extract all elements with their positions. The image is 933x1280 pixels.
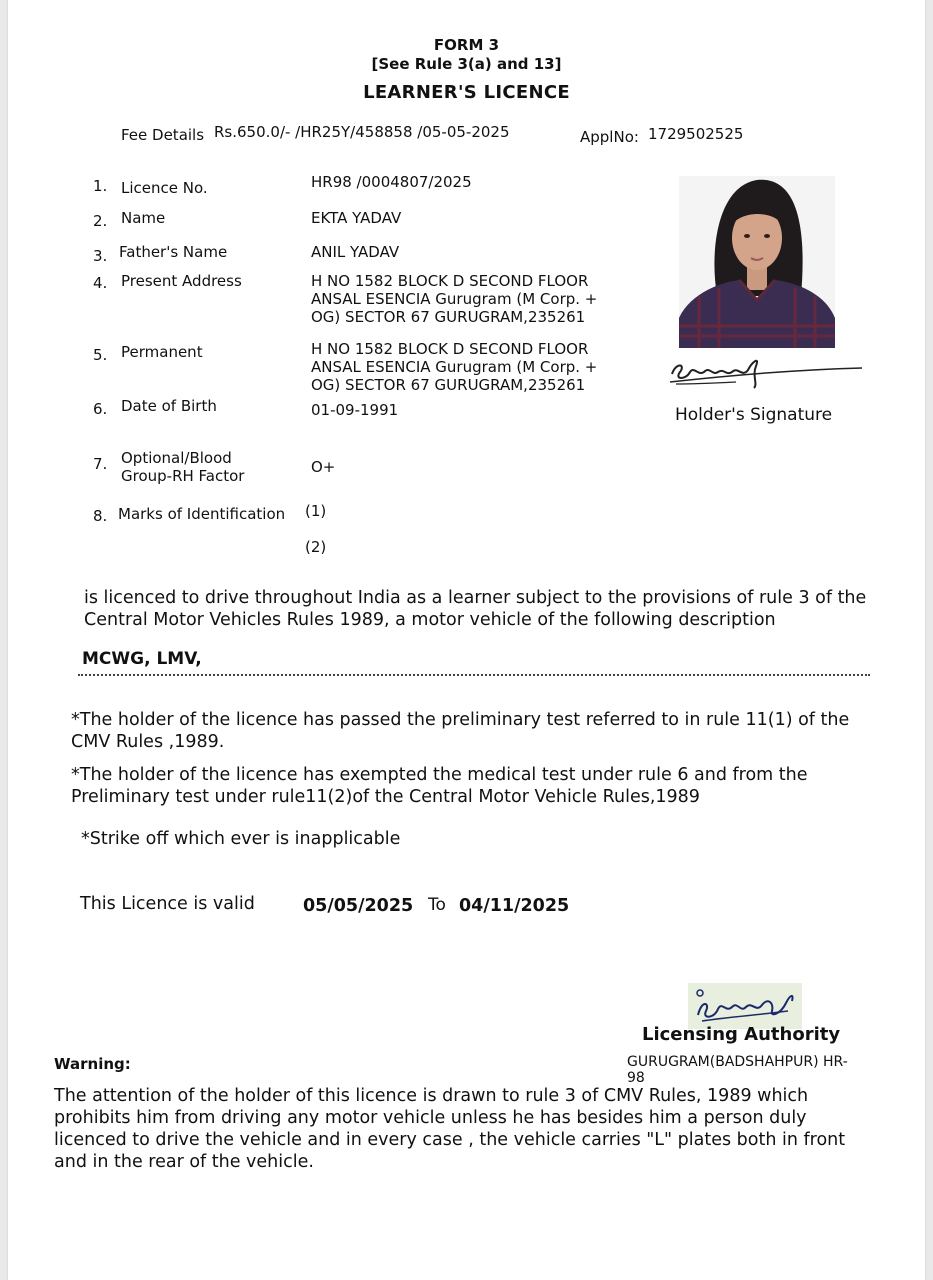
permanent-address-line: H NO 1582 BLOCK D SECOND FLOOR [311,340,589,358]
holder-signature [666,354,866,390]
field-number: 1. [93,177,108,195]
validity-label: This Licence is valid [80,894,255,914]
field-label-blood-group: Optional/Blood [121,449,232,467]
form-number: FORM 3 [433,36,500,54]
fee-value: Rs.650.0/- /HR25Y/458858 /05-05-2025 [214,123,510,141]
form-rule: [See Rule 3(a) and 13] [371,55,562,73]
warning-text: The attention of the holder of this licence is drawn to rule 3 of CMV Rules, 1989 which prohibits him from driving any motor vehicle unless he has besides him a person duly licenced to drive the vehicle and in every case , the vehicle carries "L" plates both in front and in the rear of the vehicle. [54,1086,846,1172]
permanent-address-line: ANSAL ESENCIA Gurugram (M Corp. + [311,358,598,376]
father-name: ANIL YADAV [311,243,400,261]
field-number: 7. [93,455,108,473]
authority-signature [688,985,802,1029]
field-number: 4. [93,274,108,292]
licensing-authority-title: Licensing Authority [642,1024,841,1045]
field-number: 6. [93,400,108,418]
holder-name: EKTA YADAV [311,209,402,227]
dotted-divider [78,674,870,676]
date-of-birth: 01-09-1991 [311,401,399,419]
licence-number: HR98 /0004807/2025 [311,173,472,191]
field-label-present-address: Present Address [121,272,242,290]
fee-label: Fee Details [121,126,205,144]
holder-photo [679,176,835,348]
field-label-father: Father's Name [119,243,228,261]
authority-office-line: GURUGRAM(BADSHAHPUR) HR- [627,1054,848,1070]
valid-from-date: 05/05/2025 [303,896,414,916]
field-label-permanent: Permanent [121,343,203,361]
preliminary-test-note: *The holder of the licence has passed the preliminary test referred to in rule 11(1) of the CMV Rules ,1989. [71,710,850,752]
field-label-name: Name [121,209,166,227]
page-title: LEARNER'S LICENCE [363,82,570,103]
field-number: 8. [93,507,108,525]
field-label-blood-group: Group-RH Factor [121,467,245,485]
identification-mark: (1) [305,502,327,520]
warning-label: Warning: [54,1055,131,1073]
vehicle-classes: MCWG, LMV, [82,649,202,669]
licence-statement: is licenced to drive throughout India as a learner subject to the provisions of rule 3 of the Central Motor Vehicles Rules 1989, a motor vehicle of the following description [84,588,867,630]
appl-no-value: 1729502525 [648,125,744,143]
field-number: 3. [93,247,108,265]
present-address-line: H NO 1582 BLOCK D SECOND FLOOR [311,272,589,290]
present-address-line: ANSAL ESENCIA Gurugram (M Corp. + [311,290,598,308]
field-label-dob: Date of Birth [121,397,217,415]
holder-photo-image [679,176,835,348]
medical-exemption-note: *The holder of the licence has exempted the medical test under rule 6 and from the Preliminary test under rule11(2)of the Central Motor Vehicle Rules,1989 [71,765,808,807]
validity-to-word: To [428,895,446,915]
authority-office-line: 98 [627,1070,645,1086]
holder-signature-caption: Holder's Signature [675,405,833,425]
identification-mark: (2) [305,538,327,556]
field-label-licence-no: Licence No. [121,179,208,197]
valid-to-date: 04/11/2025 [459,896,570,916]
field-label-marks: Marks of Identification [118,505,286,523]
field-number: 2. [93,212,108,230]
permanent-address-line: OG) SECTOR 67 GURUGRAM,235261 [311,376,586,394]
strike-note: *Strike off which ever is inapplicable [81,829,401,849]
present-address-line: OG) SECTOR 67 GURUGRAM,235261 [311,308,586,326]
blood-group: O+ [311,458,336,476]
appl-no-label: ApplNo: [580,128,639,146]
field-number: 5. [93,346,108,364]
licence-page [8,0,925,1280]
